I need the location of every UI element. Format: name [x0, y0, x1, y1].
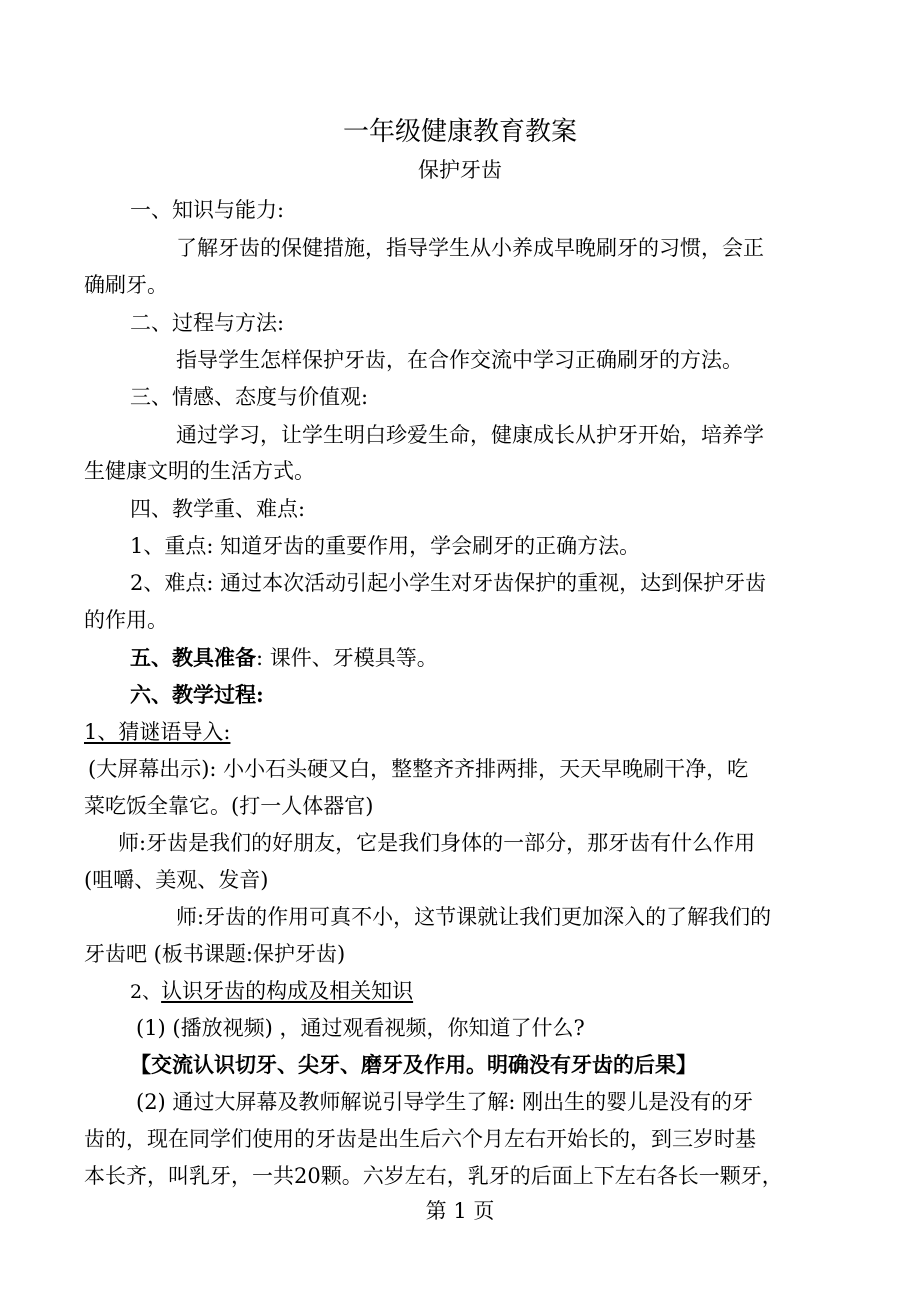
section-heading-key-points: 四、教学重、难点: [130, 497, 306, 521]
paragraph-line: 通过学习，让学生明白珍爱生命，健康成长从护牙开始，培养学 [176, 423, 764, 447]
bold-summary-line: 【交流认识切牙、尖牙、磨牙及作用。明确没有牙齿的后果】 [130, 1052, 697, 1077]
page-number: 第 1 页 [425, 1199, 495, 1223]
step-heading-teeth-structure [130, 976, 413, 1006]
paragraph-line: 1、重点: 知道牙齿的重要作用，学会刷牙的正确方法。 [130, 534, 641, 558]
step-heading-riddle: 1、猜谜语导入: [84, 720, 231, 744]
materials-label: 五、教具准备 [130, 645, 256, 670]
paragraph-line: 师:牙齿的作用可真不小，这节课就让我们更加深入的了解我们的 [176, 905, 772, 929]
paragraph-line: 了解牙齿的保健措施，指导学生从小养成早晚刷牙的习惯，会正 [176, 236, 764, 260]
paragraph-line: 的作用。 [84, 608, 168, 632]
section-heading-materials [130, 643, 438, 673]
paragraph-line: (1) (播放视频) ，通过观看视频，你知道了什么? [136, 1016, 585, 1040]
paragraph-line: 牙齿吧 (板书课题:保护牙齿) [84, 942, 346, 966]
paragraph-line: 菜吃饭全靠它。(打一人体器官) [84, 794, 374, 818]
paragraph-line: 2、难点: 通过本次活动引起小学生对牙齿保护的重视，达到保护牙齿 [130, 571, 767, 595]
section-heading-emotion: 三、情感、态度与价值观: [130, 385, 369, 409]
paragraph-line: (大屏幕出示): 小小石头硬又白，整整齐齐排两排，天天早晚刷干净，吃 [88, 757, 749, 781]
materials-text: : 课件、牙模具等。 [256, 646, 438, 670]
paragraph-line: 生健康文明的生活方式。 [84, 459, 315, 483]
paragraph-line: 本长齐，叫乳牙，一共20颗。六岁左右，乳牙的后面上下左右各长一颗牙， [84, 1164, 783, 1188]
step-title: 认识牙齿的构成及相关知识 [161, 979, 414, 1003]
paragraph-line: 师:牙齿是我们的好朋友，它是我们身体的一部分，那牙齿有什么作用 [118, 831, 756, 855]
section-heading-teaching-process: 六、教学过程: [130, 682, 264, 707]
paragraph-line: (2) 通过大屏幕及教师解说引导学生了解: 刚出生的婴儿是没有的牙 [136, 1090, 754, 1114]
step-number: 2、 [130, 981, 162, 1003]
paragraph-line: 齿的，现在同学们使用的牙齿是出生后六个月左右开始长的，到三岁时基 [84, 1127, 756, 1151]
paragraph-line: 指导学生怎样保护牙齿，在合作交流中学习正确刷牙的方法。 [176, 348, 743, 372]
document-subtitle: 保护牙齿 [418, 158, 502, 182]
paragraph-line: 确刷牙。 [84, 273, 168, 297]
section-heading-knowledge: 一、知识与能力: [130, 198, 285, 222]
document-title: 一年级健康教育教案 [342, 117, 577, 147]
section-heading-process: 二、过程与方法: [130, 311, 285, 335]
paragraph-line: (咀嚼、美观、发音) [84, 868, 269, 892]
